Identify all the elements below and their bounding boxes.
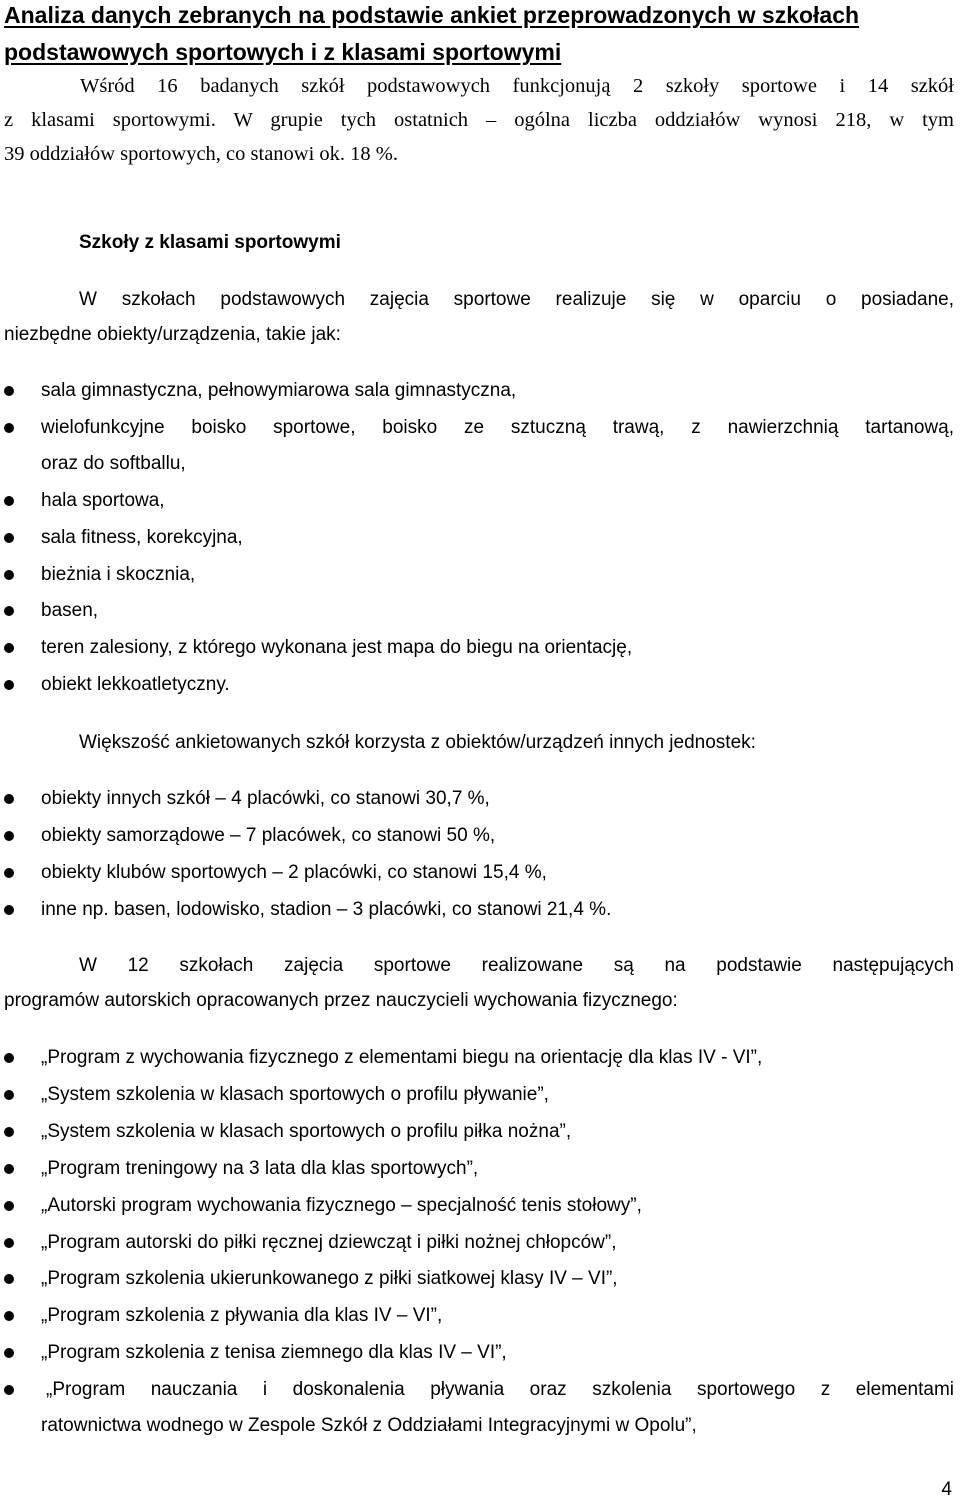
list-bullet <box>4 386 14 396</box>
list-bullet <box>4 831 14 841</box>
list-bullet <box>4 794 14 804</box>
list-item: „Program autorski do piłki ręcznej dziewcząt i piłki nożnej chłopców”, <box>41 1232 617 1253</box>
list-item: obiekty innych szkół – 4 placówki, co stanowi 30,7 %, <box>41 788 490 809</box>
list-bullet <box>4 1164 14 1174</box>
list-item: „System szkolenia w klasach sportowych o profilu piłka nożna”, <box>41 1121 572 1142</box>
list-item: basen, <box>41 600 99 621</box>
section-heading: Szkoły z klasami sportowymi <box>79 232 341 253</box>
list-item: „Program szkolenia ukierunkowanego z piłki siatkowej klasy IV – VI”, <box>41 1268 618 1289</box>
list-bullet <box>4 606 14 616</box>
document-title-line-2: podstawowych sportowych i z klasami sportowymi <box>4 39 562 65</box>
list-item: obiekty klubów sportowych – 2 placówki, co stanowi 15,4 %, <box>41 862 547 883</box>
list-bullet <box>4 1238 14 1248</box>
intro-line-3: 39 oddziałów sportowych, co stanowi ok. 18 %. <box>4 143 398 165</box>
list-bullet <box>4 496 14 506</box>
list-bullet <box>4 1274 14 1284</box>
list-bullet <box>4 905 14 915</box>
list-item: „Program nauczania i doskonalenia pływania oraz szkolenia sportowego z elementami <box>46 1379 954 1400</box>
list-bullet <box>4 868 14 878</box>
list-bullet <box>4 643 14 653</box>
other-units-intro: Większość ankietowanych szkół korzysta z obiektów/urządzeń innych jednostek: <box>79 732 756 753</box>
facilities-intro-line-2: niezbędne obiekty/urządzenia, takie jak: <box>4 324 341 345</box>
list-item: teren zalesiony, z którego wykonana jest mapa do biegu na orientację, <box>41 637 633 658</box>
intro-line-2: z klasami sportowymi. W grupie tych ostatnich – ogólna liczba oddziałów wynosi 218, w tym <box>4 109 954 131</box>
list-item-continuation: ratownictwa wodnego w Zespole Szkół z Oddziałami Integracyjnymi w Opolu”, <box>41 1415 697 1436</box>
list-bullet <box>4 570 14 580</box>
list-bullet <box>4 1385 14 1395</box>
list-item: wielofunkcyjne boisko sportowe, boisko ze sztuczną trawą, z nawierzchnią tartanową, <box>41 417 954 438</box>
list-item: „Program szkolenia z pływania dla klas IV – VI”, <box>41 1305 443 1326</box>
list-bullet <box>4 423 14 433</box>
list-item: „Program treningowy na 3 lata dla klas sportowych”, <box>41 1158 479 1179</box>
list-item-continuation: oraz do softballu, <box>41 453 186 474</box>
list-item: hala sportowa, <box>41 490 165 511</box>
list-bullet <box>4 1348 14 1358</box>
list-item: obiekt lekkoatletyczny. <box>41 674 230 695</box>
list-bullet <box>4 1053 14 1063</box>
list-item: bieżnia i skocznia, <box>41 564 196 585</box>
programs-intro-line-1: W 12 szkołach zajęcia sportowe realizowane są na podstawie następujących <box>79 955 954 976</box>
document-title-line-1: Analiza danych zebranych na podstawie ankiet przeprowadzonych w szkołach <box>4 2 860 28</box>
list-item: sala gimnastyczna, pełnowymiarowa sala gimnastyczna, <box>41 380 517 401</box>
list-bullet <box>4 1311 14 1321</box>
list-item: obiekty samorządowe – 7 placówek, co stanowi 50 %, <box>41 825 496 846</box>
list-bullet <box>4 680 14 690</box>
facilities-intro-line-1: W szkołach podstawowych zajęcia sportowe realizuje się w oparciu o posiadane, <box>79 289 954 310</box>
list-item: „Program szkolenia z tenisa ziemnego dla klas IV – VI”, <box>41 1342 507 1363</box>
list-bullet <box>4 1201 14 1211</box>
programs-intro-line-2: programów autorskich opracowanych przez nauczycieli wychowania fizycznego: <box>4 990 678 1011</box>
list-item: inne np. basen, lodowisko, stadion – 3 placówki, co stanowi 21,4 %. <box>41 899 612 920</box>
page-number: 4 <box>941 1479 952 1500</box>
list-bullet <box>4 1127 14 1137</box>
list-item: „Autorski program wychowania fizycznego – specjalność tenis stołowy”, <box>41 1195 642 1216</box>
list-item: sala fitness, korekcyjna, <box>41 527 243 548</box>
list-item: „System szkolenia w klasach sportowych o profilu pływanie”, <box>41 1084 549 1105</box>
list-bullet <box>4 1090 14 1100</box>
list-item: „Program z wychowania fizycznego z elementami biegu na orientację dla klas IV - VI”, <box>41 1047 763 1068</box>
list-bullet <box>4 533 14 543</box>
intro-line-1: Wśród 16 badanych szkół podstawowych funkcjonują 2 szkoły sportowe i 14 szkół <box>80 75 954 97</box>
